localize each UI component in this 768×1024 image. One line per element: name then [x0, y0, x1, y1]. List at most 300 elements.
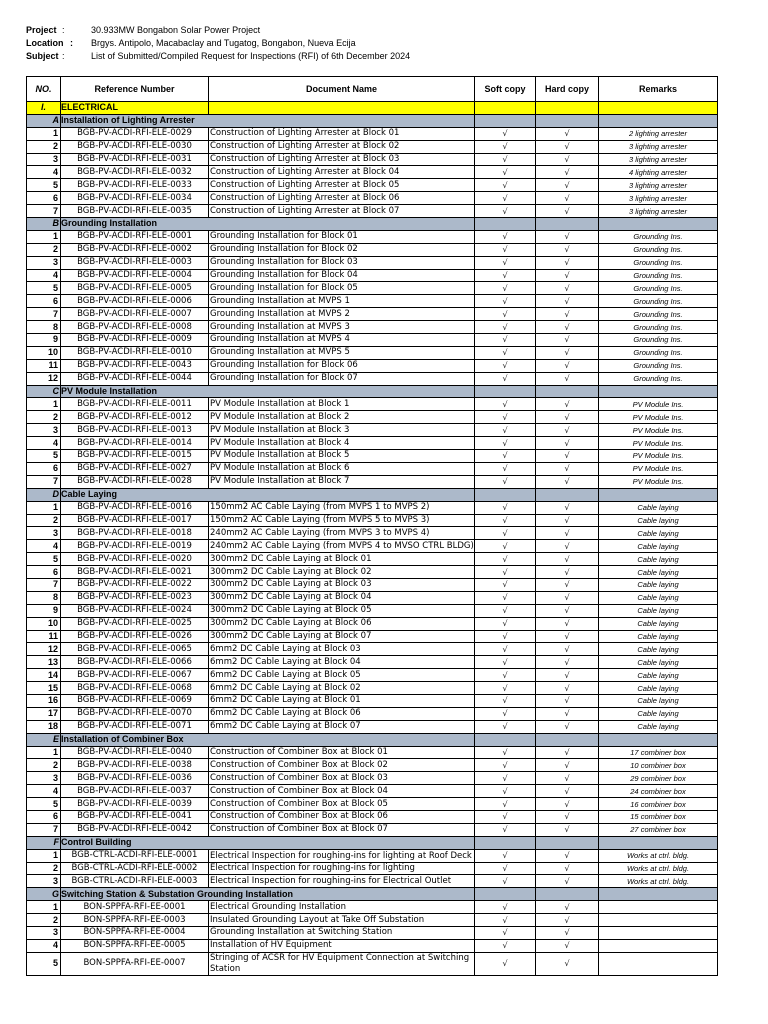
- hard-copy-check: √: [536, 243, 599, 256]
- section-row: [27, 102, 718, 115]
- document-name: Construction of Combiner Box at Block 04: [209, 785, 475, 798]
- remarks: Works at ctrl. bldg.: [599, 849, 718, 862]
- document-name: PV Module Installation at Block 2: [209, 411, 475, 424]
- table-row: [27, 682, 718, 695]
- col-header-remarks: Remarks: [599, 77, 718, 102]
- soft-copy-check: √: [475, 372, 536, 385]
- soft-copy-check: √: [475, 282, 536, 295]
- document-name: 300mm2 DC Cable Laying at Block 02: [209, 566, 475, 579]
- remarks: Cable laying: [599, 682, 718, 695]
- subsection-title: Cable Laying: [61, 488, 475, 501]
- reference-number: BGB-CTRL-ACDI-RFI-ELE-0003: [61, 875, 209, 888]
- table-row: [27, 604, 718, 617]
- row-number: 5: [27, 798, 61, 811]
- document-name: 6mm2 DC Cable Laying at Block 06: [209, 707, 475, 720]
- reference-number: BON-SPPFA-RFI-EE-0001: [61, 901, 209, 914]
- hard-copy-check: √: [536, 694, 599, 707]
- table-row: [27, 772, 718, 785]
- project-value: 30.933MW Bongabon Solar Power Project: [91, 25, 261, 35]
- soft-copy-check: √: [475, 334, 536, 347]
- soft-copy-check: √: [475, 927, 536, 940]
- row-number: 11: [27, 359, 61, 372]
- row-number: 3: [27, 927, 61, 940]
- document-name: Electrical Grounding Installation: [209, 901, 475, 914]
- subsection-row: [27, 733, 718, 746]
- row-number: 9: [27, 604, 61, 617]
- document-name: 6mm2 DC Cable Laying at Block 02: [209, 682, 475, 695]
- document-name: Construction of Lighting Arrester at Block 06: [209, 192, 475, 205]
- hard-copy-check: √: [536, 372, 599, 385]
- document-name: Construction of Combiner Box at Block 05: [209, 798, 475, 811]
- reference-number: BGB-PV-ACDI-RFI-ELE-0041: [61, 810, 209, 823]
- remarks: Grounding Ins.: [599, 269, 718, 282]
- table-row: [27, 810, 718, 823]
- hard-copy-check: √: [536, 230, 599, 243]
- soft-copy-check: √: [475, 630, 536, 643]
- document-name: Grounding Installation at MVPS 4: [209, 334, 475, 347]
- soft-copy-check: √: [475, 256, 536, 269]
- hard-copy-check: √: [536, 462, 599, 475]
- hard-copy-check: √: [536, 914, 599, 927]
- row-number: 3: [27, 772, 61, 785]
- hard-copy-check: √: [536, 140, 599, 153]
- table-row: [27, 501, 718, 514]
- subsection-title: Grounding Installation: [61, 218, 475, 231]
- row-number: 3: [27, 424, 61, 437]
- row-number: 1: [27, 849, 61, 862]
- document-name: PV Module Installation at Block 5: [209, 450, 475, 463]
- remarks: Cable laying: [599, 566, 718, 579]
- hard-copy-check: √: [536, 346, 599, 359]
- soft-copy-check: √: [475, 321, 536, 334]
- soft-copy-check: √: [475, 875, 536, 888]
- reference-number: BGB-PV-ACDI-RFI-ELE-0071: [61, 720, 209, 733]
- hard-copy-check: √: [536, 785, 599, 798]
- document-name: 300mm2 DC Cable Laying at Block 04: [209, 591, 475, 604]
- remarks: [599, 952, 718, 975]
- remarks: 16 combiner box: [599, 798, 718, 811]
- table-row: [27, 862, 718, 875]
- table-row: [27, 759, 718, 772]
- hard-copy-check: √: [536, 630, 599, 643]
- table-row: [27, 205, 718, 218]
- row-number: 10: [27, 617, 61, 630]
- hard-copy-check: √: [536, 772, 599, 785]
- reference-number: BGB-PV-ACDI-RFI-ELE-0025: [61, 617, 209, 630]
- table-row: [27, 398, 718, 411]
- reference-number: BGB-PV-ACDI-RFI-ELE-0028: [61, 475, 209, 488]
- document-name: Grounding Installation for Block 02: [209, 243, 475, 256]
- reference-number: BON-SPPFA-RFI-EE-0004: [61, 927, 209, 940]
- subsection-row: [27, 385, 718, 398]
- remarks: 17 combiner box: [599, 746, 718, 759]
- hard-copy-check: √: [536, 617, 599, 630]
- reference-number: BGB-PV-ACDI-RFI-ELE-0032: [61, 166, 209, 179]
- remarks: 3 lighting arrester: [599, 140, 718, 153]
- remarks: Grounding Ins.: [599, 256, 718, 269]
- reference-number: BGB-PV-ACDI-RFI-ELE-0035: [61, 205, 209, 218]
- remarks: 24 combiner box: [599, 785, 718, 798]
- project-colon: :: [62, 25, 65, 35]
- hard-copy-check: √: [536, 437, 599, 450]
- remarks: PV Module Ins.: [599, 475, 718, 488]
- remarks: PV Module Ins.: [599, 450, 718, 463]
- document-name: Grounding Installation for Block 07: [209, 372, 475, 385]
- reference-number: BGB-PV-ACDI-RFI-ELE-0037: [61, 785, 209, 798]
- empty-cell: [536, 488, 599, 501]
- document-name: 300mm2 DC Cable Laying at Block 05: [209, 604, 475, 617]
- hard-copy-check: √: [536, 901, 599, 914]
- table-row: [27, 127, 718, 140]
- reference-number: BGB-PV-ACDI-RFI-ELE-0009: [61, 334, 209, 347]
- row-number: 1: [27, 901, 61, 914]
- soft-copy-check: √: [475, 669, 536, 682]
- row-number: 16: [27, 694, 61, 707]
- table-row: [27, 230, 718, 243]
- document-name: 240mm2 AC Cable Laying (from MVPS 4 to MVSO CTRL BLDG): [210, 541, 474, 552]
- table-row: [27, 927, 718, 940]
- remarks: [599, 901, 718, 914]
- table-row: [27, 823, 718, 836]
- reference-number: BGB-PV-ACDI-RFI-ELE-0008: [61, 321, 209, 334]
- document-name: Stringing of ACSR for HV Equipment Connection at Switching Station: [209, 952, 475, 975]
- row-number: 14: [27, 669, 61, 682]
- remarks: 27 combiner box: [599, 823, 718, 836]
- subsection-title: Installation of Lighting Arrester: [61, 114, 475, 127]
- table-row: [27, 553, 718, 566]
- document-name: 300mm2 DC Cable Laying at Block 07: [209, 630, 475, 643]
- empty-cell: [599, 114, 718, 127]
- document-name: 300mm2 DC Cable Laying at Block 01: [209, 553, 475, 566]
- row-number: 1: [27, 398, 61, 411]
- document-name: PV Module Installation at Block 3: [209, 424, 475, 437]
- table-row: [27, 372, 718, 385]
- empty-cell: [599, 488, 718, 501]
- table-row: [27, 359, 718, 372]
- remarks: Grounding Ins.: [599, 346, 718, 359]
- reference-number: BGB-PV-ACDI-RFI-ELE-0003: [61, 256, 209, 269]
- remarks: [599, 939, 718, 952]
- row-number: 5: [27, 282, 61, 295]
- remarks: Grounding Ins.: [599, 230, 718, 243]
- row-number: 8: [27, 321, 61, 334]
- document-header: [26, 24, 410, 63]
- soft-copy-check: √: [475, 862, 536, 875]
- soft-copy-check: √: [475, 450, 536, 463]
- table-row: [27, 591, 718, 604]
- location-value: Brgys. Antipolo, Macabaclay and Tugatog, Bongabon, Nueva Ecija: [91, 38, 356, 48]
- row-number: 3: [27, 875, 61, 888]
- row-number: 4: [27, 939, 61, 952]
- remarks: PV Module Ins.: [599, 411, 718, 424]
- row-number: 6: [27, 295, 61, 308]
- reference-number: BON-SPPFA-RFI-EE-0005: [61, 939, 209, 952]
- hard-copy-check: √: [536, 256, 599, 269]
- table-row: [27, 746, 718, 759]
- row-number: 6: [27, 462, 61, 475]
- remarks: 4 lighting arrester: [599, 166, 718, 179]
- row-number: 7: [27, 823, 61, 836]
- row-number: 1: [27, 127, 61, 140]
- project-label: Project: [26, 25, 57, 35]
- reference-number: BGB-PV-ACDI-RFI-ELE-0033: [61, 179, 209, 192]
- hard-copy-check: √: [536, 862, 599, 875]
- table-row: [27, 424, 718, 437]
- subject-line: [26, 50, 410, 63]
- document-name: Construction of Lighting Arrester at Block 02: [209, 140, 475, 153]
- document-name: 6mm2 DC Cable Laying at Block 07: [209, 720, 475, 733]
- remarks: Cable laying: [599, 630, 718, 643]
- row-number: 2: [27, 759, 61, 772]
- soft-copy-check: √: [475, 475, 536, 488]
- table-row: [27, 321, 718, 334]
- remarks: Cable laying: [599, 527, 718, 540]
- hard-copy-check: √: [536, 682, 599, 695]
- row-number: 18: [27, 720, 61, 733]
- remarks: Cable laying: [599, 669, 718, 682]
- hard-copy-check: √: [536, 527, 599, 540]
- hard-copy-check: √: [536, 927, 599, 940]
- row-number: 2: [27, 411, 61, 424]
- row-number: 1: [27, 501, 61, 514]
- soft-copy-check: √: [475, 527, 536, 540]
- document-name: Construction of Lighting Arrester at Block 03: [209, 153, 475, 166]
- reference-number: BGB-PV-ACDI-RFI-ELE-0015: [61, 450, 209, 463]
- reference-number: BGB-PV-ACDI-RFI-ELE-0006: [61, 295, 209, 308]
- reference-number: BGB-PV-ACDI-RFI-ELE-0011: [61, 398, 209, 411]
- remarks: Cable laying: [599, 707, 718, 720]
- reference-number: BGB-PV-ACDI-RFI-ELE-0067: [61, 669, 209, 682]
- subsection-row: [27, 836, 718, 849]
- document-name: PV Module Installation at Block 7: [209, 475, 475, 488]
- table-row: [27, 617, 718, 630]
- row-number: 17: [27, 707, 61, 720]
- hard-copy-check: √: [536, 707, 599, 720]
- reference-number: BGB-PV-ACDI-RFI-ELE-0019: [61, 540, 209, 553]
- row-number: 5: [27, 450, 61, 463]
- soft-copy-check: √: [475, 398, 536, 411]
- hard-copy-check: √: [536, 540, 599, 553]
- remarks: Grounding Ins.: [599, 295, 718, 308]
- subsection-title: Installation of Combiner Box: [61, 733, 475, 746]
- remarks: 3 lighting arrester: [599, 205, 718, 218]
- subsection-letter: D: [27, 488, 61, 501]
- table-row: [27, 656, 718, 669]
- row-number: 2: [27, 914, 61, 927]
- hard-copy-check: √: [536, 720, 599, 733]
- document-name: Grounding Installation for Block 01: [209, 230, 475, 243]
- soft-copy-check: √: [475, 901, 536, 914]
- document-name: Grounding Installation for Block 04: [209, 269, 475, 282]
- row-number: 1: [27, 230, 61, 243]
- remarks: [599, 914, 718, 927]
- soft-copy-check: √: [475, 759, 536, 772]
- table-row: [27, 578, 718, 591]
- table-header-row: [27, 77, 718, 102]
- subsection-row: [27, 114, 718, 127]
- hard-copy-check: √: [536, 578, 599, 591]
- hard-copy-check: √: [536, 591, 599, 604]
- document-name: PV Module Installation at Block 1: [209, 398, 475, 411]
- subsection-letter: E: [27, 733, 61, 746]
- remarks: Cable laying: [599, 540, 718, 553]
- subsection-row: [27, 488, 718, 501]
- document-name: PV Module Installation at Block 4: [209, 437, 475, 450]
- reference-number: BGB-PV-ACDI-RFI-ELE-0012: [61, 411, 209, 424]
- soft-copy-check: √: [475, 720, 536, 733]
- soft-copy-check: √: [475, 179, 536, 192]
- reference-number: BGB-PV-ACDI-RFI-ELE-0038: [61, 759, 209, 772]
- table-row: [27, 630, 718, 643]
- soft-copy-check: √: [475, 643, 536, 656]
- remarks: Cable laying: [599, 514, 718, 527]
- reference-number: BGB-CTRL-ACDI-RFI-ELE-0001: [61, 849, 209, 862]
- reference-number: BGB-PV-ACDI-RFI-ELE-0068: [61, 682, 209, 695]
- soft-copy-check: √: [475, 952, 536, 975]
- document-name: 150mm2 AC Cable Laying (from MVPS 5 to MVPS 3): [209, 514, 475, 527]
- document-name: Grounding Installation at Switching Station: [209, 927, 475, 940]
- reference-number: BGB-PV-ACDI-RFI-ELE-0042: [61, 823, 209, 836]
- hard-copy-check: √: [536, 269, 599, 282]
- section-number: I.: [27, 102, 61, 115]
- hard-copy-check: √: [536, 308, 599, 321]
- soft-copy-check: √: [475, 566, 536, 579]
- hard-copy-check: √: [536, 398, 599, 411]
- document-name: Grounding Installation at MVPS 3: [209, 321, 475, 334]
- empty-cell: [536, 102, 599, 115]
- soft-copy-check: √: [475, 810, 536, 823]
- soft-copy-check: √: [475, 540, 536, 553]
- row-number: 3: [27, 153, 61, 166]
- table-row: [27, 282, 718, 295]
- document-name: Construction of Combiner Box at Block 07: [209, 823, 475, 836]
- row-number: 3: [27, 256, 61, 269]
- table-row: [27, 475, 718, 488]
- table-row: [27, 914, 718, 927]
- document-name: 300mm2 DC Cable Laying at Block 03: [209, 578, 475, 591]
- remarks: Cable laying: [599, 643, 718, 656]
- row-number: 15: [27, 682, 61, 695]
- row-number: 5: [27, 952, 61, 975]
- reference-number: BGB-PV-ACDI-RFI-ELE-0017: [61, 514, 209, 527]
- document-name: Construction of Combiner Box at Block 03: [209, 772, 475, 785]
- rfi-table: [26, 76, 718, 976]
- remarks: 15 combiner box: [599, 810, 718, 823]
- table-row: [27, 798, 718, 811]
- reference-number: BGB-PV-ACDI-RFI-ELE-0013: [61, 424, 209, 437]
- remarks: Cable laying: [599, 694, 718, 707]
- document-name: Construction of Lighting Arrester at Block 07: [209, 205, 475, 218]
- empty-cell: [475, 218, 536, 231]
- remarks: PV Module Ins.: [599, 398, 718, 411]
- empty-cell: [599, 733, 718, 746]
- remarks: 3 lighting arrester: [599, 153, 718, 166]
- row-number: 12: [27, 372, 61, 385]
- remarks: PV Module Ins.: [599, 424, 718, 437]
- col-header-no: NO.: [27, 77, 61, 102]
- reference-number: BON-SPPFA-RFI-EE-0007: [61, 952, 209, 975]
- soft-copy-check: √: [475, 230, 536, 243]
- location-label: Location :: [26, 38, 74, 48]
- hard-copy-check: √: [536, 424, 599, 437]
- row-number: 2: [27, 140, 61, 153]
- table-row: [27, 707, 718, 720]
- document-name: 6mm2 DC Cable Laying at Block 01: [209, 694, 475, 707]
- subsection-letter: G: [27, 888, 61, 901]
- reference-number: BGB-PV-ACDI-RFI-ELE-0023: [61, 591, 209, 604]
- reference-number: BGB-PV-ACDI-RFI-ELE-0029: [61, 127, 209, 140]
- hard-copy-check: √: [536, 643, 599, 656]
- soft-copy-check: √: [475, 798, 536, 811]
- hard-copy-check: √: [536, 411, 599, 424]
- soft-copy-check: √: [475, 656, 536, 669]
- reference-number: BGB-PV-ACDI-RFI-ELE-0020: [61, 553, 209, 566]
- reference-number: BGB-PV-ACDI-RFI-ELE-0002: [61, 243, 209, 256]
- hard-copy-check: √: [536, 669, 599, 682]
- soft-copy-check: √: [475, 682, 536, 695]
- hard-copy-check: √: [536, 450, 599, 463]
- row-number: 4: [27, 166, 61, 179]
- subject-value: List of Submitted/Compiled Request for Inspections (RFI) of 6th December 2024: [91, 51, 411, 61]
- subsection-title: PV Module Installation: [61, 385, 475, 398]
- soft-copy-check: √: [475, 140, 536, 153]
- row-number: 5: [27, 553, 61, 566]
- empty-cell: [599, 836, 718, 849]
- document-name: Construction of Combiner Box at Block 06: [209, 810, 475, 823]
- table-row: [27, 334, 718, 347]
- soft-copy-check: √: [475, 153, 536, 166]
- subsection-title: Control Building: [61, 836, 475, 849]
- remarks: 29 combiner box: [599, 772, 718, 785]
- reference-number: BGB-PV-ACDI-RFI-ELE-0007: [61, 308, 209, 321]
- subject-colon: :: [62, 51, 65, 61]
- reference-number: BGB-PV-ACDI-RFI-ELE-0024: [61, 604, 209, 617]
- document-name: Electrical Inspection for roughing-ins for lighting: [209, 862, 475, 875]
- table-row: [27, 901, 718, 914]
- soft-copy-check: √: [475, 205, 536, 218]
- col-header-hard: Hard copy: [536, 77, 599, 102]
- table-row: [27, 514, 718, 527]
- row-number: 1: [27, 746, 61, 759]
- row-number: 4: [27, 540, 61, 553]
- row-number: 12: [27, 643, 61, 656]
- soft-copy-check: √: [475, 785, 536, 798]
- row-number: 10: [27, 346, 61, 359]
- table-row: [27, 785, 718, 798]
- row-number: 7: [27, 308, 61, 321]
- reference-number: BGB-PV-ACDI-RFI-ELE-0001: [61, 230, 209, 243]
- table-row: [27, 694, 718, 707]
- empty-cell: [209, 102, 475, 115]
- empty-cell: [475, 733, 536, 746]
- table-row: [27, 411, 718, 424]
- row-number: 7: [27, 475, 61, 488]
- table-row: [27, 952, 718, 975]
- table-row: [27, 256, 718, 269]
- document-name: Insulated Grounding Layout at Take Off Substation: [209, 914, 475, 927]
- document-name: Installation of HV Equipment: [209, 939, 475, 952]
- table-row: [27, 166, 718, 179]
- document-name: Grounding Installation at MVPS 2: [209, 308, 475, 321]
- soft-copy-check: √: [475, 617, 536, 630]
- reference-number: BGB-PV-ACDI-RFI-ELE-0069: [61, 694, 209, 707]
- document-name: 6mm2 DC Cable Laying at Block 04: [209, 656, 475, 669]
- row-number: 4: [27, 269, 61, 282]
- soft-copy-check: √: [475, 746, 536, 759]
- soft-copy-check: √: [475, 501, 536, 514]
- remarks: Grounding Ins.: [599, 321, 718, 334]
- hard-copy-check: √: [536, 759, 599, 772]
